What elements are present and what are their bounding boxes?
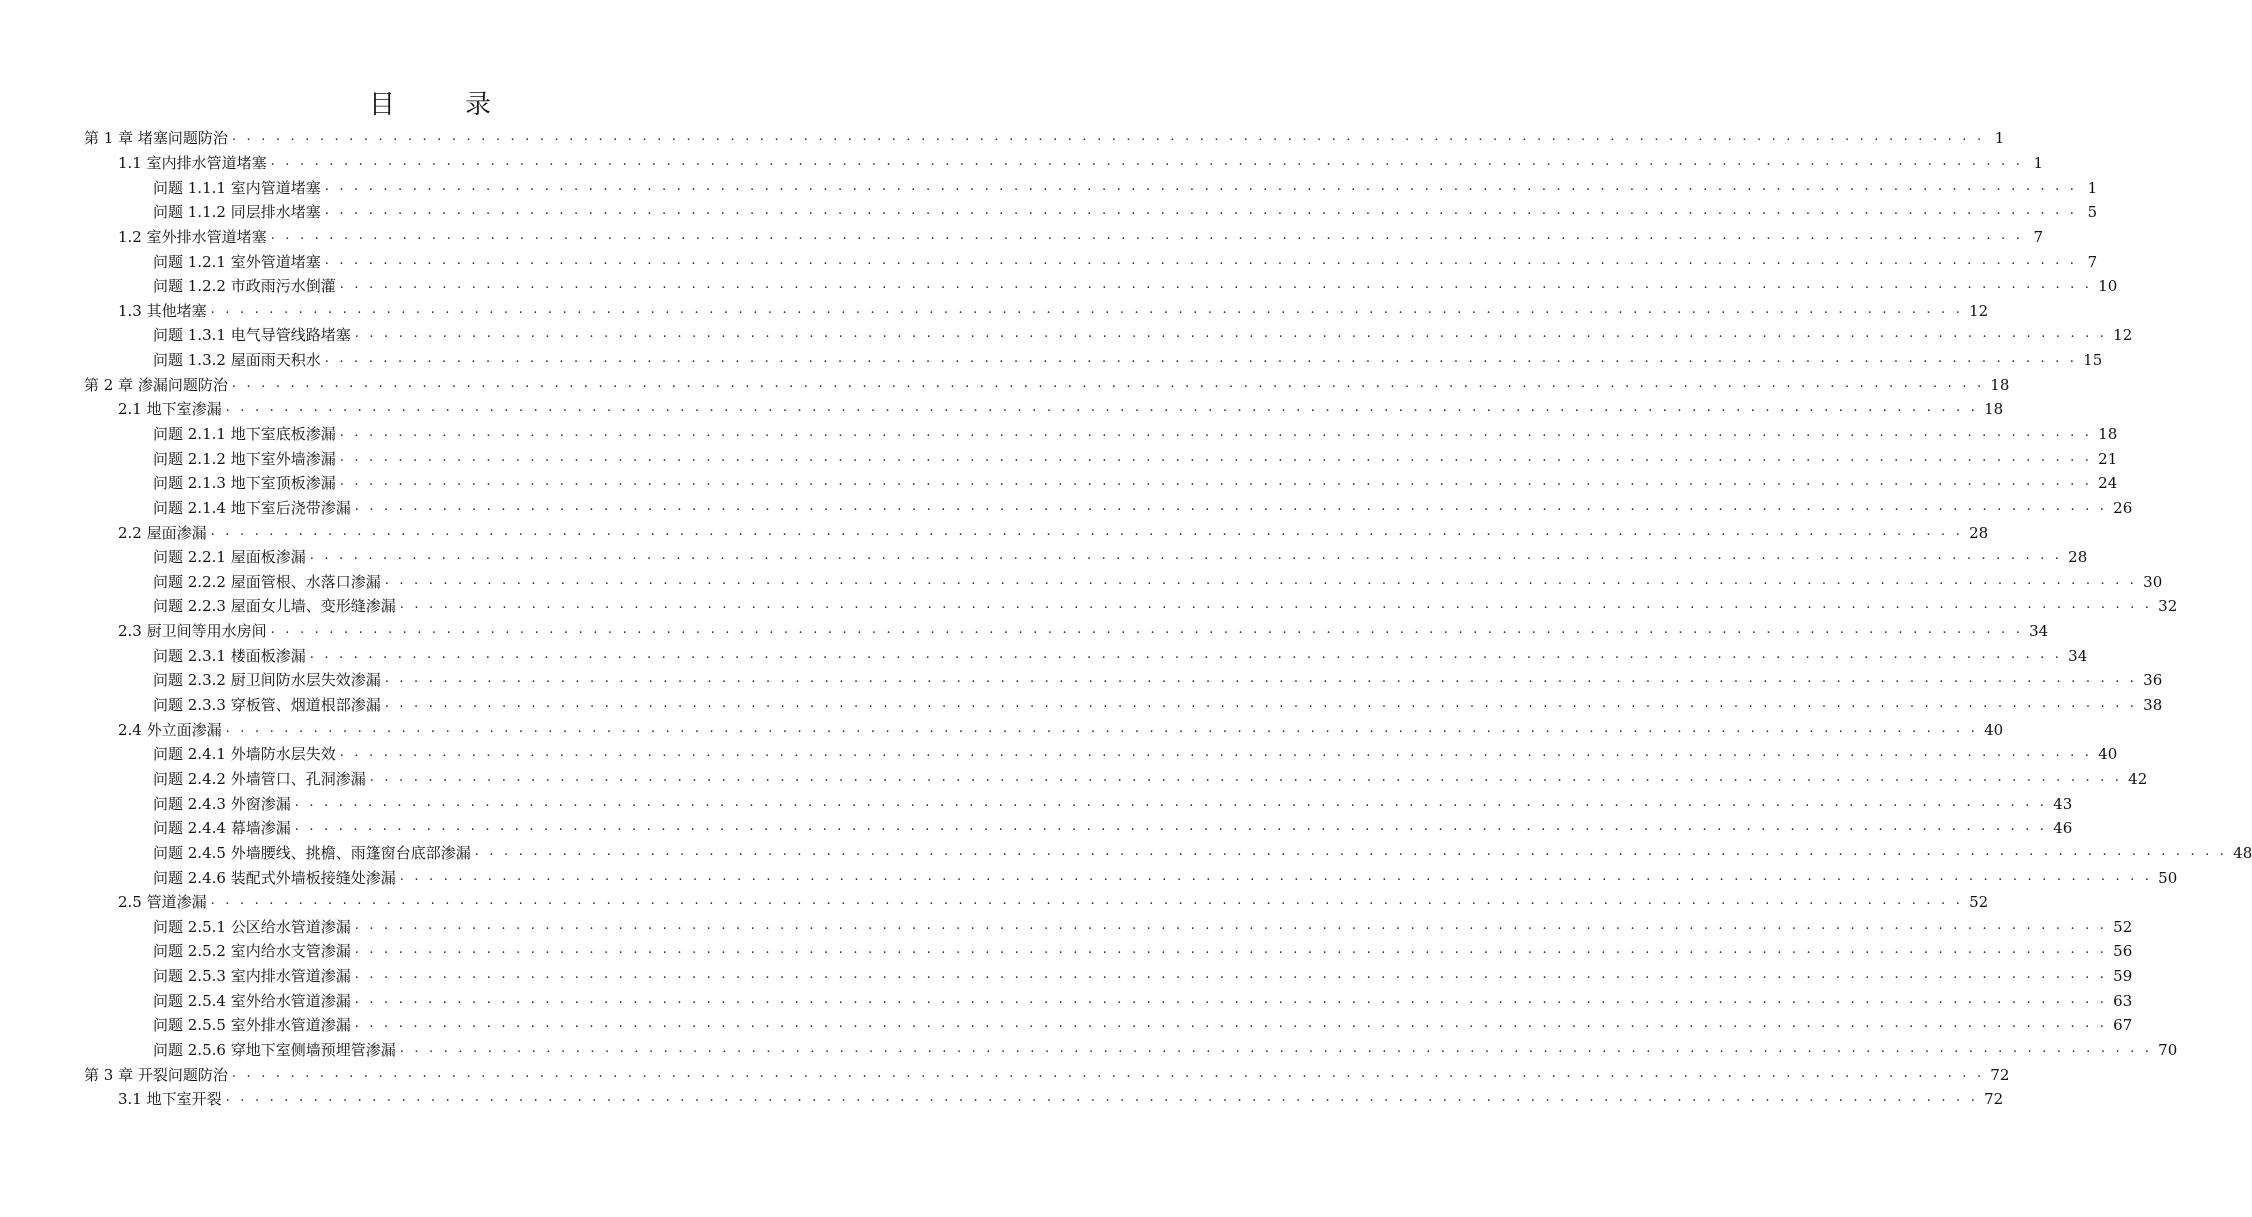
toc-entry-page-number: 48 [2233,843,2252,862]
toc-problem-entry[interactable] [0,1038,2178,1063]
toc-section-entry[interactable] [0,225,2044,250]
toc-entry-page-number: 67 [2113,1016,2133,1035]
toc-entry-label: 问题 2.5.3 室内排水管道渗漏 [153,967,351,986]
toc-problem-entry[interactable] [0,446,2118,471]
toc-dot-leader: . . . . . . . . . . . . . . . . . . . . . . . . . . . . . . . . . . . . . . . . . . . . . . . . . . . . . . . . . . . . . . . . . . . . . . . . . . . . . . . . . . . . . . . . . . . . . . . . . . . . . . . . . . . . . . . . . . . . . . . . [225,720,1979,736]
toc-entry-label: 问题 2.5.1 公区给水管道渗漏 [153,917,351,936]
toc-problem-entry[interactable] [0,988,2133,1013]
toc-entry-label: 问题 2.3.1 楼面板渗漏 [153,646,306,665]
toc-list [0,126,2252,1112]
toc-entry-label: 2.4 外立面渗漏 [118,720,222,739]
toc-problem-entry[interactable] [0,545,2088,570]
toc-problem-entry[interactable] [0,496,2133,521]
toc-dot-leader: . . . . . . . . . . . . . . . . . . . . . . . . . . . . . . . . . . . . . . . . . . . . . . . . . . . . . . . . . . . . . . . . . . . . . . . . . . . . . . . . . . . . . . . . . . . . . . . . . . . . . . . . . . . . . . . . . . . . . . . . [339,425,2093,440]
toc-entry-label: 问题 2.4.4 幕墙渗漏 [153,819,291,838]
toc-problem-entry[interactable] [0,422,2118,447]
toc-entry-page-number: 32 [2158,597,2178,616]
toc-dot-leader: . . . . . . . . . . . . . . . . . . . . . . . . . . . . . . . . . . . . . . . . . . . . . . . . . . . . . . . . . . . . . . . . . . . . . . . . . . . . . . . . . . . . . . . . . . . . . . . . . . . . . . . . . . . . . . . . . . . . . . . . [231,1065,1985,1081]
toc-chapter-entry[interactable] [0,372,2010,397]
toc-section-entry[interactable] [0,1087,2004,1112]
toc-dot-leader: . . . . . . . . . . . . . . . . . . . . . . . . . . . . . . . . . . . . . . . . . . . . . . . . . . . . . . . . . . . . . . . . . . . . . . . . . . . . . . . . . . . . . . . . . . . . . . . . . . . . . . . . . . . . . . . . . . . . . . . . [384,572,2138,588]
toc-dot-leader: . . . . . . . . . . . . . . . . . . . . . . . . . . . . . . . . . . . . . . . . . . . . . . . . . . . . . . . . . . . . . . . . . . . . . . . . . . . . . . . . . . . . . . . . . . . . . . . . . . . . . . . . . . . . . . . . . . . . . . . . [354,967,2108,983]
toc-entry-label: 问题 2.4.2 外墙管口、孔洞渗漏 [153,769,366,788]
toc-entry-label: 问题 2.3.3 穿板管、烟道根部渗漏 [153,696,381,715]
toc-problem-entry[interactable] [0,693,2163,718]
toc-entry-label: 问题 2.5.4 室外给水管道渗漏 [153,991,351,1010]
toc-entry-page-number: 43 [2053,794,2073,813]
toc-section-entry[interactable] [0,717,2004,742]
toc-problem-entry[interactable] [0,643,2088,668]
toc-entry-label: 问题 2.2.2 屋面管根、水落口渗漏 [153,572,381,591]
toc-dot-leader: . . . . . . . . . . . . . . . . . . . . . . . . . . . . . . . . . . . . . . . . . . . . . . . . . . . . . . . . . . . . . . . . . . . . . . . . . . . . . . . . . . . . . . . . . . . . . . . . . . . . . . . . . . . . . . . . . . . . . . . . [324,351,2078,367]
toc-problem-entry[interactable] [0,841,2252,866]
toc-dot-leader: . . . . . . . . . . . . . . . . . . . . . . . . . . . . . . . . . . . . . . . . . . . . . . . . . . . . . . . . . . . . . . . . . . . . . . . . . . . . . . . . . . . . . . . . . . . . . . . . . . . . . . . . . . . . . . . . . . . . . . . . [309,646,2063,662]
toc-dot-leader: . . . . . . . . . . . . . . . . . . . . . . . . . . . . . . . . . . . . . . . . . . . . . . . . . . . . . . . . . . . . . . . . . . . . . . . . . . . . . . . . . . . . . . . . . . . . . . . . . . . . . . . . . . . . . . . . . . . . . . . . [384,671,2138,687]
toc-entry-page-number: 1 [1994,129,2005,148]
toc-problem-entry[interactable] [0,964,2133,989]
toc-entry-label: 问题 1.1.2 同层排水堵塞 [153,203,321,222]
toc-entry-label: 问题 2.5.6 穿地下室侧墙预埋管渗漏 [153,1041,396,1060]
toc-entry-label: 问题 1.1.1 室内管道堵塞 [153,178,321,197]
toc-entry-label: 问题 2.1.4 地下室后浇带渗漏 [153,498,351,517]
toc-entry-page-number: 26 [2113,498,2133,517]
toc-entry-label: 3.1 地下室开裂 [118,1090,222,1109]
toc-entry-label: 问题 2.2.1 屋面板渗漏 [153,548,306,567]
toc-dot-leader: . . . . . . . . . . . . . . . . . . . . . . . . . . . . . . . . . . . . . . . . . . . . . . . . . . . . . . . . . . . . . . . . . . . . . . . . . . . . . . . . . . . . . . . . . . . . . . . . . . . . . . . . . . . . . . . . . . . . . . . . [354,991,2108,1007]
toc-entry-label: 问题 2.4.3 外窗渗漏 [153,794,291,813]
toc-entry-page-number: 21 [2098,449,2118,468]
toc-entry-page-number: 34 [2029,622,2049,641]
toc-problem-entry[interactable] [0,323,2133,348]
toc-entry-page-number: 7 [2087,252,2098,271]
toc-entry-page-number: 7 [2033,227,2044,246]
toc-entry-page-number: 1 [2087,178,2098,197]
toc-problem-entry[interactable] [0,175,2098,200]
toc-entry-page-number: 12 [1969,301,1989,320]
toc-entry-page-number: 15 [2083,351,2103,370]
toc-problem-entry[interactable] [0,274,2118,299]
toc-dot-leader: . . . . . . . . . . . . . . . . . . . . . . . . . . . . . . . . . . . . . . . . . . . . . . . . . . . . . . . . . . . . . . . . . . . . . . . . . . . . . . . . . . . . . . . . . . . . . . . . . . . . . . . . . . . . . . . . . . . . . . . . [225,1090,1979,1106]
toc-entry-label: 1.2 室外排水管道堵塞 [118,227,267,246]
toc-entry-label: 问题 1.2.2 市政雨污水倒灌 [153,277,336,296]
toc-entry-page-number: 72 [1990,1065,2010,1084]
toc-dot-leader: . . . . . . . . . . . . . . . . . . . . . . . . . . . . . . . . . . . . . . . . . . . . . . . . . . . . . . . . . . . . . . . . . . . . . . . . . . . . . . . . . . . . . . . . . . . . . . . . . . . . . . . . . . . . . . . . . . . . . . . . [294,794,2048,810]
toc-dot-leader: . . . . . . . . . . . . . . . . . . . . . . . . . . . . . . . . . . . . . . . . . . . . . . . . . . . . . . . . . . . . . . . . . . . . . . . . . . . . . . . . . . . . . . . . . . . . . . . . . . . . . . . . . . . . . . . . . . . . . . . . [354,942,2108,958]
toc-chapter-entry[interactable] [0,126,2005,151]
toc-entry-page-number: 18 [2098,425,2118,443]
toc-section-entry[interactable] [0,151,2044,176]
toc-problem-entry[interactable] [0,939,2133,964]
toc-problem-entry[interactable] [0,816,2073,841]
toc-dot-leader: . . . . . . . . . . . . . . . . . . . . . . . . . . . . . . . . . . . . . . . . . . . . . . . . . . . . . . . . . . . . . . . . . . . . . . . . . . . . . . . . . . . . . . . . . . . . . . . . . . . . . . . . . . . . . . . . . . . . . . . . [369,769,2123,785]
toc-entry-page-number: 18 [1990,375,2010,394]
toc-entry-page-number: 50 [2158,868,2178,887]
toc-dot-leader: . . . . . . . . . . . . . . . . . . . . . . . . . . . . . . . . . . . . . . . . . . . . . . . . . . . . . . . . . . . . . . . . . . . . . . . . . . . . . . . . . . . . . . . . . . . . . . . . . . . . . . . . . . . . . . . . . . . . . . . . [210,301,1964,317]
toc-entry-label: 1.1 室内排水管道堵塞 [118,153,267,172]
toc-dot-leader: . . . . . . . . . . . . . . . . . . . . . . . . . . . . . . . . . . . . . . . . . . . . . . . . . . . . . . . . . . . . . . . . . . . . . . . . . . . . . . . . . . . . . . . . . . . . . . . . . . . . . . . . . . . . . . . . . . . . . . . . [324,252,2078,268]
toc-problem-entry[interactable] [0,200,2098,225]
toc-entry-page-number: 30 [2143,572,2163,591]
toc-entry-page-number: 72 [1984,1090,2004,1109]
toc-entry-label: 第 1 章 堵塞问题防治 [84,129,228,148]
toc-dot-leader: . . . . . . . . . . . . . . . . . . . . . . . . . . . . . . . . . . . . . . . . . . . . . . . . . . . . . . . . . . . . . . . . . . . . . . . . . . . . . . . . . . . . . . . . . . . . . . . . . . . . . . . . . . . . . . . . . . . . . . . . [270,622,2024,638]
toc-entry-label: 问题 2.4.6 装配式外墙板接缝处渗漏 [153,868,396,887]
toc-dot-leader: . . . . . . . . . . . . . . . . . . . . . . . . . . . . . . . . . . . . . . . . . . . . . . . . . . . . . . . . . . . . . . . . . . . . . . . . . . . . . . . . . . . . . . . . . . . . . . . . . . . . . . . . . . . . . . . . . . . . . . . . [354,498,2108,514]
toc-entry-page-number: 24 [2098,474,2118,493]
toc-dot-leader: . . . . . . . . . . . . . . . . . . . . . . . . . . . . . . . . . . . . . . . . . . . . . . . . . . . . . . . . . . . . . . . . . . . . . . . . . . . . . . . . . . . . . . . . . . . . . . . . . . . . . . . . . . . . . . . . . . . . . . . . [399,1041,2153,1057]
toc-entry-label: 问题 2.4.5 外墙腰线、挑檐、雨篷窗台底部渗漏 [153,843,471,862]
toc-problem-entry[interactable] [0,348,2103,373]
toc-entry-label: 问题 2.5.2 室内给水支管渗漏 [153,942,351,961]
toc-dot-leader: . . . . . . . . . . . . . . . . . . . . . . . . . . . . . . . . . . . . . . . . . . . . . . . . . . . . . . . . . . . . . . . . . . . . . . . . . . . . . . . . . . . . . . . . . . . . . . . . . . . . . . . . . . . . . . . . . . . . . . . . [399,868,2153,884]
toc-dot-leader: . . . . . . . . . . . . . . . . . . . . . . . . . . . . . . . . . . . . . . . . . . . . . . . . . . . . . . . . . . . . . . . . . . . . . . . . . . . . . . . . . . . . . . . . . . . . . . . . . . . . . . . . . . . . . . . . . . . . . . . . [231,129,1985,145]
toc-dot-leader: . . . . . . . . . . . . . . . . . . . . . . . . . . . . . . . . . . . . . . . . . . . . . . . . . . . . . . . . . . . . . . . . . . . . . . . . . . . . . . . . . . . . . . . . . . . . . . . . . . . . . . . . . . . . . . . . . . . . . . . . [231,375,1985,391]
toc-entry-page-number: 10 [2098,277,2118,296]
toc-dot-leader: . . . . . . . . . . . . . . . . . . . . . . . . . . . . . . . . . . . . . . . . . . . . . . . . . . . . . . . . . . . . . . . . . . . . . . . . . . . . . . . . . . . . . . . . . . . . . . . . . . . . . . . . . . . . . . . . . . . . . . . . [324,178,2078,194]
toc-section-entry[interactable] [0,298,1989,323]
toc-title: 目 录 [368,90,513,120]
toc-dot-leader: . . . . . . . . . . . . . . . . . . . . . . . . . . . . . . . . . . . . . . . . . . . . . . . . . . . . . . . . . . . . . . . . . . . . . . . . . . . . . . . . . . . . . . . . . . . . . . . . . . . . . . . . . . . . . . . . . . . . . . . . [309,548,2063,564]
toc-problem-entry[interactable] [0,471,2118,496]
toc-entry-label: 问题 2.2.3 屋面女儿墙、变形缝渗漏 [153,597,396,616]
toc-problem-entry[interactable] [0,865,2178,890]
toc-entry-page-number: 28 [1969,523,1989,542]
toc-entry-page-number: 46 [2053,819,2073,838]
toc-dot-leader: . . . . . . . . . . . . . . . . . . . . . . . . . . . . . . . . . . . . . . . . . . . . . . . . . . . . . . . . . . . . . . . . . . . . . . . . . . . . . . . . . . . . . . . . . . . . . . . . . . . . . . . . . . . . . . . . . . . . . . . . [384,696,2138,712]
toc-problem-entry[interactable] [0,570,2163,595]
toc-entry-page-number: 18 [1984,400,2004,419]
toc-entry-page-number: 52 [1969,893,1989,912]
toc-entry-label: 问题 2.1.2 地下室外墙渗漏 [153,449,336,468]
toc-entry-page-number: 34 [2068,646,2088,665]
toc-entry-label: 问题 2.1.3 地下室顶板渗漏 [153,474,336,493]
toc-dot-leader: . . . . . . . . . . . . . . . . . . . . . . . . . . . . . . . . . . . . . . . . . . . . . . . . . . . . . . . . . . . . . . . . . . . . . . . . . . . . . . . . . . . . . . . . . . . . . . . . . . . . . . . . . . . . . . . . . . . . . . . . [339,745,2093,761]
toc-entry-page-number: 63 [2113,991,2133,1010]
toc-entry-page-number: 59 [2113,967,2133,986]
toc-dot-leader: . . . . . . . . . . . . . . . . . . . . . . . . . . . . . . . . . . . . . . . . . . . . . . . . . . . . . . . . . . . . . . . . . . . . . . . . . . . . . . . . . . . . . . . . . . . . . . . . . . . . . . . . . . . . . . . . . . . . . . . . [294,819,2048,835]
toc-entry-label: 问题 1.3.1 电气导管线路堵塞 [153,326,351,345]
toc-section-entry[interactable] [0,520,1989,545]
toc-problem-entry[interactable] [0,249,2098,274]
toc-entry-page-number: 40 [1984,720,2004,739]
toc-dot-leader: . . . . . . . . . . . . . . . . . . . . . . . . . . . . . . . . . . . . . . . . . . . . . . . . . . . . . . . . . . . . . . . . . . . . . . . . . . . . . . . . . . . . . . . . . . . . . . . . . . . . . . . . . . . . . . . . . . . . . . . . [399,597,2153,613]
toc-dot-leader: . . . . . . . . . . . . . . . . . . . . . . . . . . . . . . . . . . . . . . . . . . . . . . . . . . . . . . . . . . . . . . . . . . . . . . . . . . . . . . . . . . . . . . . . . . . . . . . . . . . . . . . . . . . . . . . . . . . . . . . . [354,1016,2108,1032]
toc-entry-page-number: 1 [2033,153,2044,172]
toc-entry-label: 第 2 章 渗漏问题防治 [84,375,228,394]
toc-entry-label: 2.2 屋面渗漏 [118,523,207,542]
toc-entry-label: 问题 2.5.5 室外排水管道渗漏 [153,1016,351,1035]
toc-entry-label: 问题 1.3.2 屋面雨天积水 [153,351,321,370]
toc-problem-entry[interactable] [0,915,2133,940]
toc-dot-leader: . . . . . . . . . . . . . . . . . . . . . . . . . . . . . . . . . . . . . . . . . . . . . . . . . . . . . . . . . . . . . . . . . . . . . . . . . . . . . . . . . . . . . . . . . . . . . . . . . . . . . . . . . . . . . . . . . . . . . . . . [210,893,1964,909]
toc-dot-leader: . . . . . . . . . . . . . . . . . . . . . . . . . . . . . . . . . . . . . . . . . . . . . . . . . . . . . . . . . . . . . . . . . . . . . . . . . . . . . . . . . . . . . . . . . . . . . . . . . . . . . . . . . . . . . . . . . . . . . . . . [339,474,2093,490]
toc-section-entry[interactable] [0,397,2004,422]
toc-problem-entry[interactable] [0,668,2163,693]
toc-entry-label: 2.5 管道渗漏 [118,893,207,912]
toc-entry-label: 第 3 章 开裂问题防治 [84,1065,228,1084]
toc-dot-leader: . . . . . . . . . . . . . . . . . . . . . . . . . . . . . . . . . . . . . . . . . . . . . . . . . . . . . . . . . . . . . . . . . . . . . . . . . . . . . . . . . . . . . . . . . . . . . . . . . . . . . . . . . . . . . . . . . . . . . . . . [270,153,2024,169]
toc-entry-label: 问题 2.4.1 外墙防水层失效 [153,745,336,764]
toc-entry-label: 问题 2.3.2 厨卫间防水层失效渗漏 [153,671,381,690]
toc-dot-leader: . . . . . . . . . . . . . . . . . . . . . . . . . . . . . . . . . . . . . . . . . . . . . . . . . . . . . . . . . . . . . . . . . . . . . . . . . . . . . . . . . . . . . . . . . . . . . . . . . . . . . . . . . . . . . . . . . . . . . . . . [225,400,1979,416]
toc-entry-page-number: 12 [2113,326,2133,345]
toc-entry-label: 问题 2.1.1 地下室底板渗漏 [153,425,336,443]
toc-entry-label: 1.3 其他堵塞 [118,301,207,320]
toc-problem-entry[interactable] [0,1013,2133,1038]
toc-dot-leader: . . . . . . . . . . . . . . . . . . . . . . . . . . . . . . . . . . . . . . . . . . . . . . . . . . . . . . . . . . . . . . . . . . . . . . . . . . . . . . . . . . . . . . . . . . . . . . . . . . . . . . . . . . . . . . . . . . . . . . . . [474,843,2228,859]
toc-entry-page-number: 40 [2098,745,2118,764]
toc-dot-leader: . . . . . . . . . . . . . . . . . . . . . . . . . . . . . . . . . . . . . . . . . . . . . . . . . . . . . . . . . . . . . . . . . . . . . . . . . . . . . . . . . . . . . . . . . . . . . . . . . . . . . . . . . . . . . . . . . . . . . . . . [324,203,2078,219]
toc-dot-leader: . . . . . . . . . . . . . . . . . . . . . . . . . . . . . . . . . . . . . . . . . . . . . . . . . . . . . . . . . . . . . . . . . . . . . . . . . . . . . . . . . . . . . . . . . . . . . . . . . . . . . . . . . . . . . . . . . . . . . . . . [339,277,2093,293]
toc-entry-page-number: 28 [2068,548,2088,567]
toc-section-entry[interactable] [0,619,2049,644]
toc-entry-page-number: 42 [2128,769,2148,788]
toc-dot-leader: . . . . . . . . . . . . . . . . . . . . . . . . . . . . . . . . . . . . . . . . . . . . . . . . . . . . . . . . . . . . . . . . . . . . . . . . . . . . . . . . . . . . . . . . . . . . . . . . . . . . . . . . . . . . . . . . . . . . . . . . [270,227,2024,243]
toc-dot-leader: . . . . . . . . . . . . . . . . . . . . . . . . . . . . . . . . . . . . . . . . . . . . . . . . . . . . . . . . . . . . . . . . . . . . . . . . . . . . . . . . . . . . . . . . . . . . . . . . . . . . . . . . . . . . . . . . . . . . . . . . [354,326,2108,342]
toc-problem-entry[interactable] [0,594,2178,619]
toc-entry-page-number: 56 [2113,942,2133,961]
toc-entry-label: 2.3 厨卫间等用水房间 [118,622,267,641]
toc-problem-entry[interactable] [0,791,2073,816]
toc-dot-leader: . . . . . . . . . . . . . . . . . . . . . . . . . . . . . . . . . . . . . . . . . . . . . . . . . . . . . . . . . . . . . . . . . . . . . . . . . . . . . . . . . . . . . . . . . . . . . . . . . . . . . . . . . . . . . . . . . . . . . . . . [210,523,1964,539]
toc-dot-leader: . . . . . . . . . . . . . . . . . . . . . . . . . . . . . . . . . . . . . . . . . . . . . . . . . . . . . . . . . . . . . . . . . . . . . . . . . . . . . . . . . . . . . . . . . . . . . . . . . . . . . . . . . . . . . . . . . . . . . . . . [354,917,2108,933]
toc-chapter-entry[interactable] [0,1062,2010,1087]
toc-problem-entry[interactable] [0,767,2148,792]
toc-entry-label: 问题 1.2.1 室外管道堵塞 [153,252,321,271]
toc-entry-page-number: 38 [2143,696,2163,715]
toc-section-entry[interactable] [0,890,1989,915]
toc-dot-leader: . . . . . . . . . . . . . . . . . . . . . . . . . . . . . . . . . . . . . . . . . . . . . . . . . . . . . . . . . . . . . . . . . . . . . . . . . . . . . . . . . . . . . . . . . . . . . . . . . . . . . . . . . . . . . . . . . . . . . . . . [339,449,2093,465]
toc-problem-entry[interactable] [0,742,2118,767]
toc-entry-page-number: 52 [2113,917,2133,936]
toc-entry-page-number: 5 [2087,203,2098,222]
toc-entry-page-number: 36 [2143,671,2163,690]
toc-entry-page-number: 70 [2158,1041,2178,1060]
toc-entry-label: 2.1 地下室渗漏 [118,400,222,419]
